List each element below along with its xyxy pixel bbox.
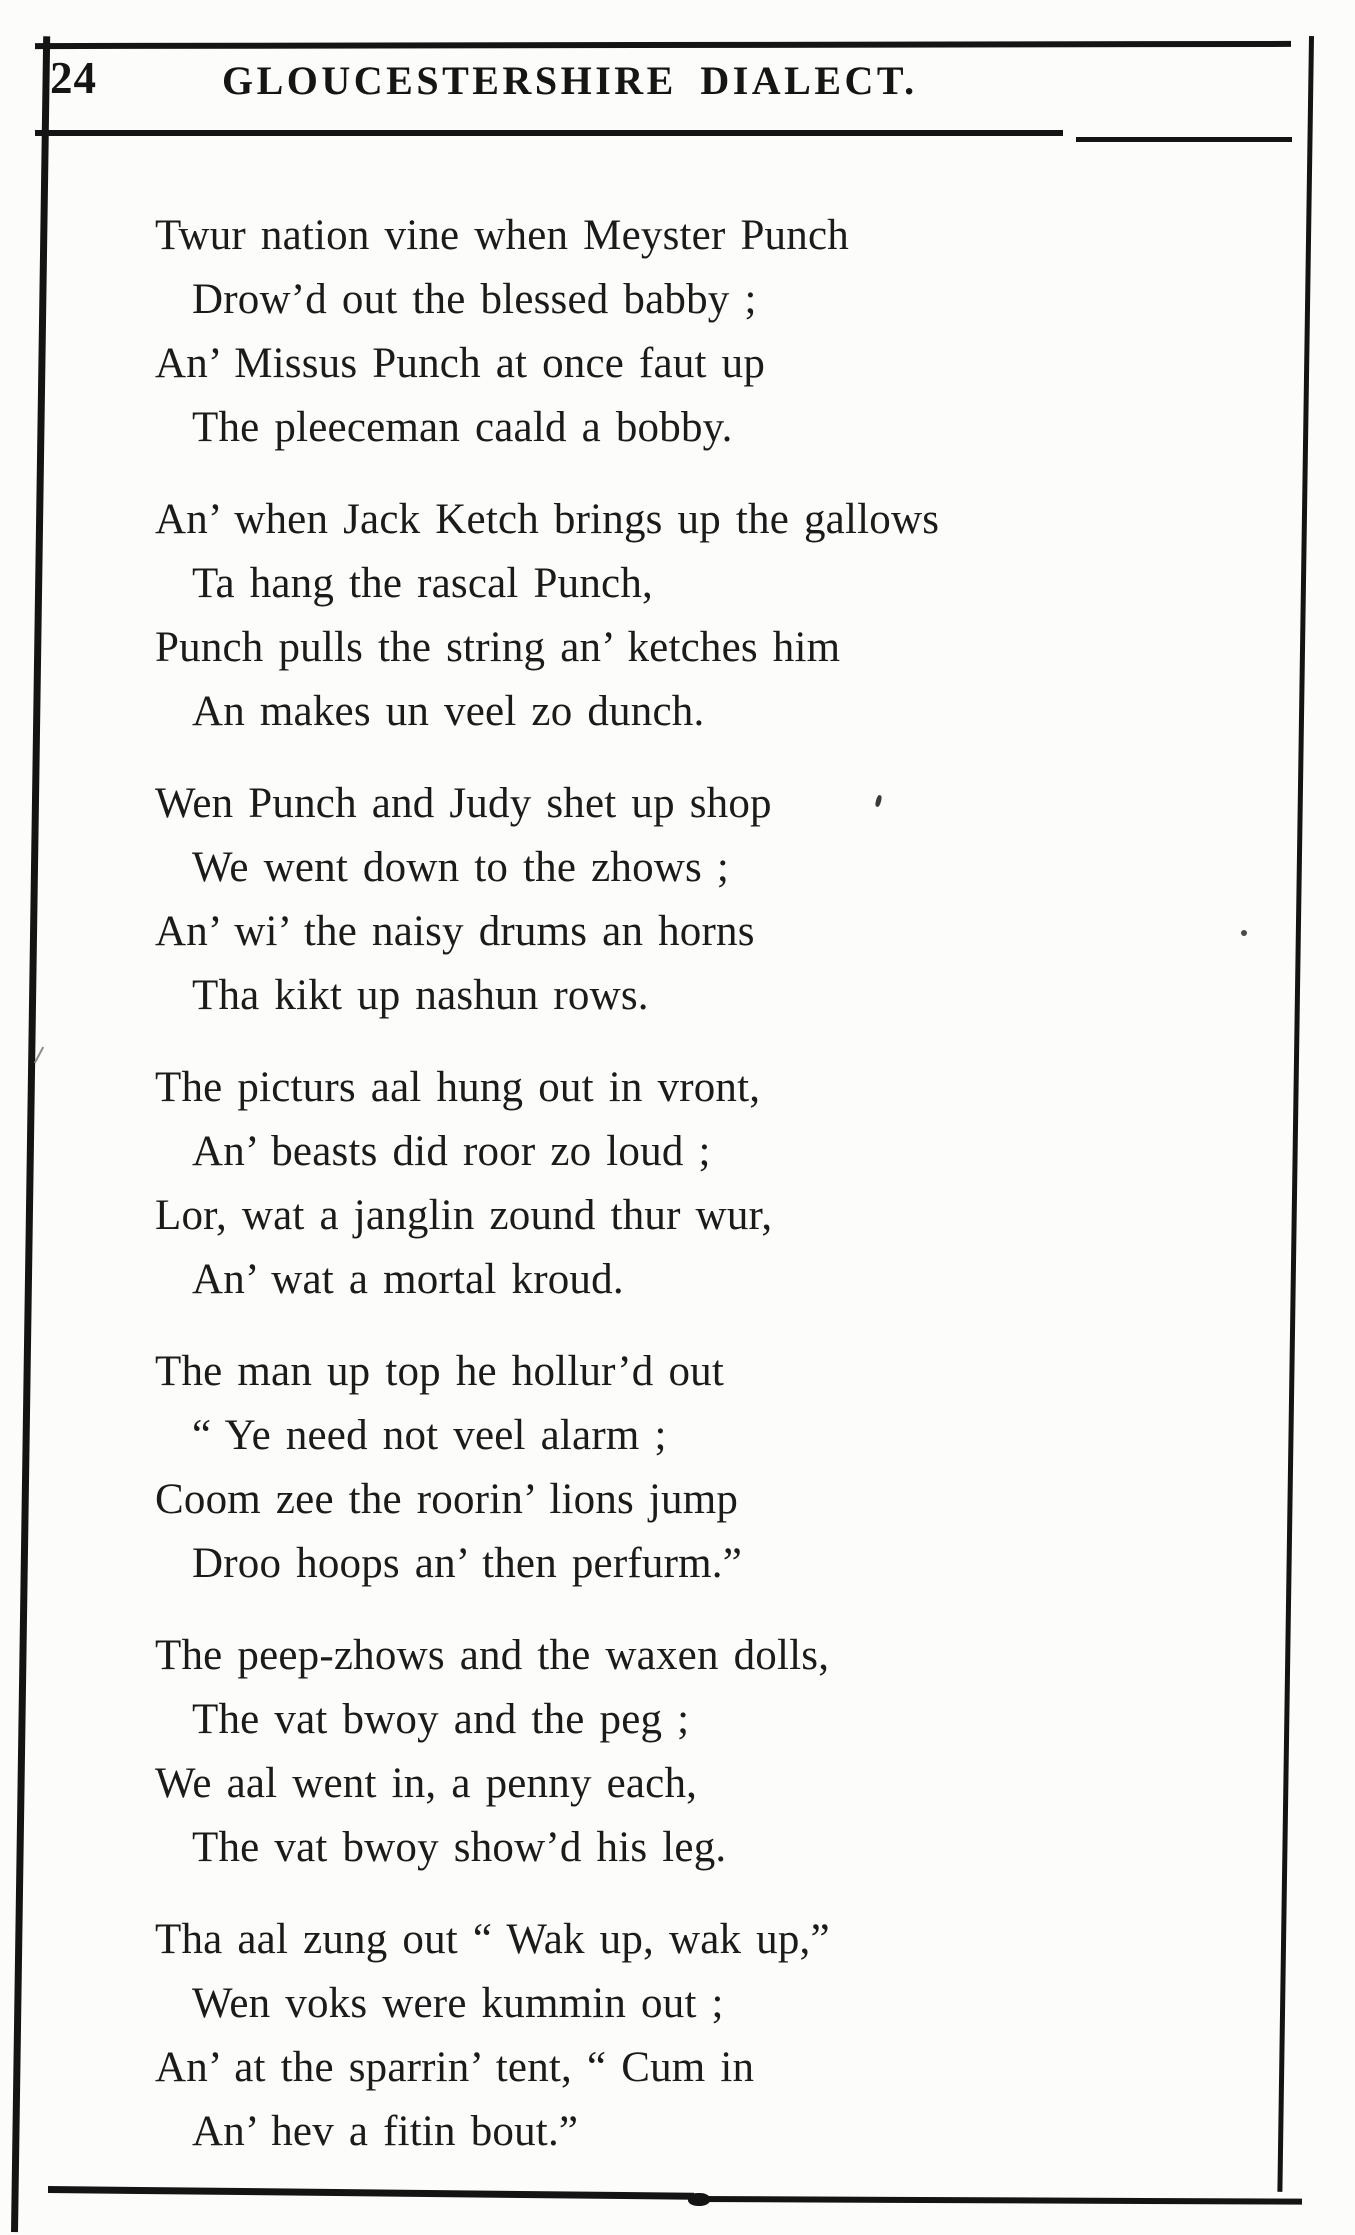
poem-line: An’ wi’ the naisy drums an horns [155,908,755,955]
poem-line: The picturs aal hung out in vront, [155,1064,761,1111]
stanza-6 [155,1624,1295,1880]
poem-line: Drow’d out the blessed babby ; [192,276,757,323]
stanza-2 [155,488,1295,744]
poem-line: An’ beasts did roor zo loud ; [192,1128,711,1175]
running-title: GLOUCESTERSHIRE DIALECT. [222,58,918,103]
poem-line: Tha aal zung out “ Wak up, wak up,” [155,1916,830,1963]
poem-line: An’ Missus Punch at once faut up [155,340,766,387]
page-border-left [11,36,50,2232]
page-bottom-rule-ink-blob [688,2193,710,2206]
poem-line: “ Ye need not veel alarm ; [192,1412,667,1459]
poem-line: We aal went in, a penny each, [155,1760,698,1807]
poem-line: Wen Punch and Judy shet up shop [155,780,772,827]
poem-line: Coom zee the roorin’ lions jump [155,1476,739,1523]
poem-line: An makes un veel zo dunch. [192,688,705,735]
poem-line: The man up top he hollur’d out [155,1348,724,1395]
poem-line: An’ at the sparrin’ tent, “ Cum in [155,2044,755,2091]
header-bottom-rule-right [1076,137,1292,142]
poem-line: An’ wat a mortal kroud. [192,1256,624,1303]
poem-line: Twur nation vine when Meyster Punch [155,212,849,259]
header-bottom-rule-left [35,130,1063,136]
poem-line: Punch pulls the string an’ ketches him [155,624,841,671]
poem [155,204,1295,2192]
poem-line: An’ hev a fitin bout.” [192,2108,579,2155]
stanza-4 [155,1056,1295,1312]
poem-line: The pleeceman caald a bobby. [192,404,733,451]
stanza-1 [155,204,1295,460]
stanza-3 [155,772,1295,1028]
stanza-5 [155,1340,1295,1596]
poem-line: Ta hang the rascal Punch, [192,560,653,607]
scan-speck [1241,930,1247,936]
poem-line: The vat bwoy and the peg ; [192,1696,690,1743]
poem-line: Droo hoops an’ then perfurm.” [192,1540,742,1587]
stanza-7 [155,1908,1295,2164]
poem-line: Tha kikt up nashun rows. [192,972,649,1019]
page-bottom-rule-right [698,2196,1302,2205]
scan-speck [34,1047,44,1064]
poem-line: Lor, wat a janglin zound thur wur, [155,1192,773,1239]
poem-line: The vat bwoy show’d his leg. [192,1824,727,1871]
poem-line: Wen voks were kummin out ; [192,1980,724,2027]
poem-line: An’ when Jack Ketch brings up the gallows [155,496,940,543]
poem-line: The peep-zhows and the waxen dolls, [155,1632,830,1679]
page-number: 24 [50,53,97,103]
poem-line: We went down to the zhows ; [192,844,730,891]
header-top-rule [35,41,1291,49]
